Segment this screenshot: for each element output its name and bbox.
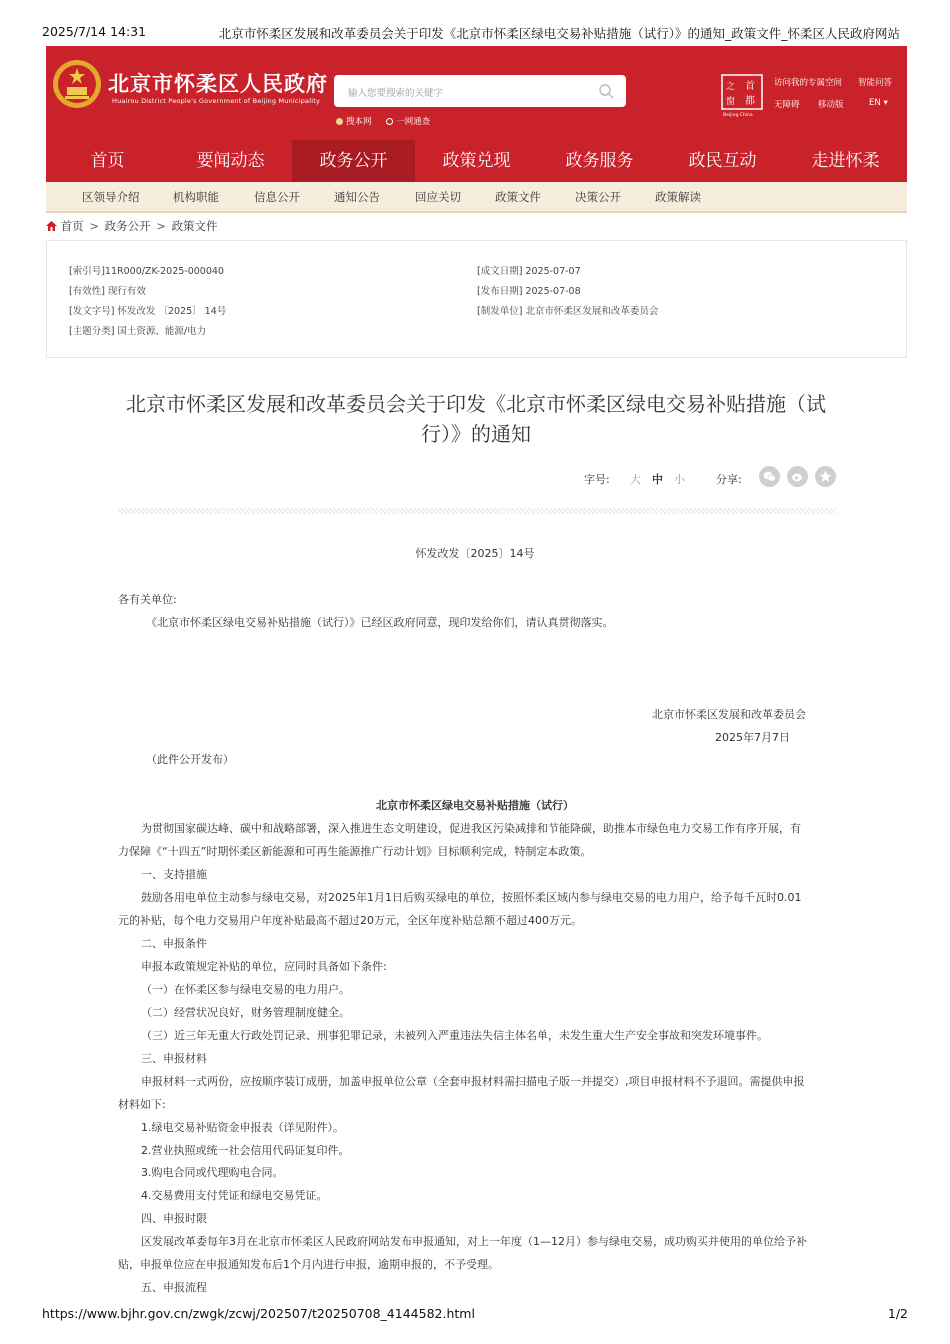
breadcrumb-home[interactable]: 首页 bbox=[60, 219, 84, 233]
search-input[interactable]: 输入您要搜索的关键字 bbox=[348, 88, 444, 99]
search-scope-all[interactable]: 一网通查 bbox=[386, 115, 430, 127]
share-label: 分享: bbox=[716, 473, 742, 486]
subnav-responses[interactable]: 回应关切 bbox=[415, 190, 461, 204]
body-line: 三、申报材料 bbox=[141, 1052, 207, 1065]
article-title: 北京市怀柔区发展和改革委员会关于印发《北京市怀柔区绿电交易补贴措施（试 行）》的通知 bbox=[126, 392, 826, 446]
link-accessibility[interactable]: 无障碍 bbox=[774, 100, 800, 110]
site-banner bbox=[46, 46, 907, 140]
body-line: （三）近三年无重大行政处罚记录、刑事犯罪记录，未被列入严重违法失信主体名单，未发生重大生产安全事故和突发环境事件。 bbox=[141, 1029, 768, 1042]
svg-text:首: 首 bbox=[745, 81, 755, 92]
breadcrumb-separator: > bbox=[89, 219, 99, 233]
nav-news[interactable]: 要闻动态 bbox=[196, 151, 265, 171]
link-mobile[interactable]: 移动版 bbox=[818, 100, 844, 110]
breadcrumb-gov-affairs[interactable]: 政务公开 bbox=[104, 219, 151, 233]
article-tools bbox=[46, 466, 907, 490]
body-line: 鼓励各用电单位主动参与绿电交易，对2025年1月1日后购买绿电的单位，按照怀柔区域内参与绿电交易的电力用户，给予每千瓦时0.01 bbox=[141, 891, 802, 904]
body-line: 力保障《“十四五”时期怀柔区新能源和可再生能源推广行动计划》目标顺利完成，特制定本政策。 bbox=[118, 845, 592, 858]
info-created-date: [成文日期] 2025-07-07 bbox=[477, 266, 581, 277]
subnav-policy-files[interactable]: 政策文件 bbox=[495, 190, 541, 204]
nav-home[interactable]: 首页 bbox=[90, 151, 125, 171]
body-line: 申报本政策规定补贴的单位，应同时具备如下条件: bbox=[141, 960, 387, 973]
font-size-large[interactable]: 大 bbox=[630, 473, 641, 486]
body-line: 3.购电合同或代理购电合同。 bbox=[141, 1166, 284, 1179]
chevron-down-icon: ▾ bbox=[883, 98, 888, 108]
subnav-decisions[interactable]: 决策公开 bbox=[575, 190, 621, 204]
search-icon[interactable] bbox=[598, 83, 614, 99]
signature-org: 北京市怀柔区发展和改革委员会 bbox=[652, 708, 806, 721]
greeting: 各有关单位: bbox=[118, 593, 177, 606]
print-page-title: 北京市怀柔区发展和改革委员会关于印发《北京市怀柔区绿电交易补贴措施（试行）》的通知_政策文件_怀柔区人民政府网站 bbox=[218, 26, 900, 41]
breadcrumb-policy-files[interactable]: 政策文件 bbox=[171, 219, 218, 233]
print-datetime: 2025/7/14 14:31 bbox=[42, 24, 147, 39]
link-smart-qa[interactable]: 智能问答 bbox=[858, 78, 893, 88]
site bbox=[46, 46, 907, 486]
main-nav bbox=[46, 140, 907, 182]
font-size-label: 字号: bbox=[584, 473, 610, 486]
body-line: 1.绿电交易补贴资金申报表（详见附件）。 bbox=[141, 1121, 344, 1134]
svg-text:之: 之 bbox=[726, 82, 736, 92]
body-line: 4.交易费用支付凭证和绿电交易凭证。 bbox=[141, 1189, 328, 1202]
print-footer bbox=[42, 1306, 908, 1322]
info-index-no: [索引号]11R000/ZK-2025-000040 bbox=[69, 266, 224, 277]
nav-gov-affairs[interactable]: 政务公开 bbox=[292, 140, 415, 182]
info-validity: [有效性] 现行有效 bbox=[69, 286, 146, 297]
search-box[interactable] bbox=[334, 75, 626, 107]
breadcrumb-separator: > bbox=[156, 219, 166, 233]
subnav-interpretation[interactable]: 政策解读 bbox=[655, 190, 701, 204]
section-title: 北京市怀柔区绿电交易补贴措施（试行） bbox=[376, 799, 574, 812]
body-line: （二）经营状况良好，财务管理制度健全。 bbox=[141, 1006, 350, 1019]
search-scope bbox=[336, 115, 442, 127]
body-line: 材料如下: bbox=[118, 1098, 166, 1111]
site-name-en: Huairou District People's Government of Beijing Municipality bbox=[112, 97, 321, 105]
favorite-share-icon[interactable] bbox=[815, 466, 836, 487]
home-icon bbox=[46, 221, 57, 231]
doc-number: 怀发改发〔2025〕14号 bbox=[415, 547, 535, 560]
nav-about[interactable]: 走进怀柔 bbox=[811, 151, 880, 171]
body-line: （一）在怀柔区参与绿电交易的电力用户。 bbox=[141, 983, 350, 996]
info-issuer: [制发单位] 北京市怀柔区发展和改革委员会 bbox=[477, 306, 659, 317]
body-line: 贴，申报单位应在申报通知发布后1个月内进行申报，逾期申报的，不予受理。 bbox=[118, 1258, 499, 1271]
link-english[interactable]: EN ▾ bbox=[869, 98, 888, 108]
info-doc-no: [发文字号] 怀发改发 〔2025〕 14号 bbox=[69, 306, 227, 317]
info-published-date: [发布日期] 2025-07-08 bbox=[477, 286, 581, 297]
nav-interaction[interactable]: 政民互动 bbox=[688, 151, 757, 171]
print-page-number: 1/2 bbox=[887, 1306, 908, 1321]
body-line: 为贯彻国家碳达峰、碳中和战略部署，深入推进生态文明建设，促进我区污染减排和节能降碳，助推本市绿色电力交易工作有序开展，有 bbox=[141, 822, 801, 835]
public-note: （此件公开发布） bbox=[146, 753, 234, 766]
body-line: 二、申报条件 bbox=[141, 937, 207, 950]
subnav-info-disclosure[interactable]: 信息公开 bbox=[254, 190, 300, 204]
body-line: 五、申报流程 bbox=[141, 1281, 207, 1294]
info-topic: [主题分类] 国土资源、能源/电力 bbox=[69, 326, 207, 337]
svg-text:都: 都 bbox=[745, 96, 755, 107]
nav-services[interactable]: 政务服务 bbox=[565, 151, 634, 171]
search-scope-site[interactable]: 搜本网 bbox=[336, 115, 372, 127]
svg-text:窗: 窗 bbox=[726, 97, 736, 107]
body-line: 元的补贴，每个电力交易用户年度补贴最高不超过20万元，全区年度补贴总额不超过400万元。 bbox=[118, 914, 582, 927]
body-line: 区发展改革委每年3月在北京市怀柔区人民政府网站发布申报通知，对上一年度（1—12月）参与绿电交易，成功购买并使用的单位给予补 bbox=[141, 1235, 807, 1248]
print-header bbox=[42, 24, 900, 42]
sub-nav bbox=[46, 182, 907, 213]
nav-policy[interactable]: 政策兑现 bbox=[442, 151, 511, 171]
wechat-share-icon[interactable] bbox=[759, 466, 780, 487]
body-line: 申报材料一式两份，应按顺序装订成册，加盖申报单位公章（全套申报材料需扫描电子版一并提交）,项目申报材料不予退回。需提供申报 bbox=[141, 1075, 805, 1088]
signature-date: 2025年7月7日 bbox=[715, 731, 790, 744]
site-name[interactable]: 北京市怀柔区人民政府 bbox=[108, 72, 328, 96]
subnav-functions[interactable]: 机构职能 bbox=[173, 190, 219, 204]
national-emblem-icon[interactable] bbox=[52, 59, 102, 109]
font-size-small[interactable]: 小 bbox=[674, 473, 685, 486]
body-line: 一、支持措施 bbox=[141, 868, 207, 881]
breadcrumb bbox=[46, 218, 218, 234]
weibo-share-icon[interactable] bbox=[787, 466, 808, 487]
subnav-notices[interactable]: 通知公告 bbox=[334, 190, 380, 204]
document-info-box bbox=[46, 240, 907, 358]
body-line: 四、申报时限 bbox=[141, 1212, 207, 1225]
body-line: 2.营业执照或统一社会信用代码证复印件。 bbox=[141, 1144, 350, 1157]
font-size-medium[interactable]: 中 bbox=[652, 473, 663, 486]
print-url: https://www.bjhr.gov.cn/zwgk/zcwj/202507/t20250708_4144582.html bbox=[42, 1306, 475, 1321]
subnav-leaders[interactable]: 区领导介绍 bbox=[82, 190, 140, 204]
intro-paragraph: 《北京市怀柔区绿电交易补贴措施（试行）》已经区政府同意，现印发给你们，请认真贯彻落实。 bbox=[146, 616, 614, 629]
capital-window-logo-icon[interactable] bbox=[721, 74, 763, 118]
content-divider bbox=[118, 508, 836, 514]
link-personal-space[interactable]: 访问我的专属空间 bbox=[774, 78, 843, 88]
capital-logo-sub: Beijing·China bbox=[723, 113, 753, 118]
